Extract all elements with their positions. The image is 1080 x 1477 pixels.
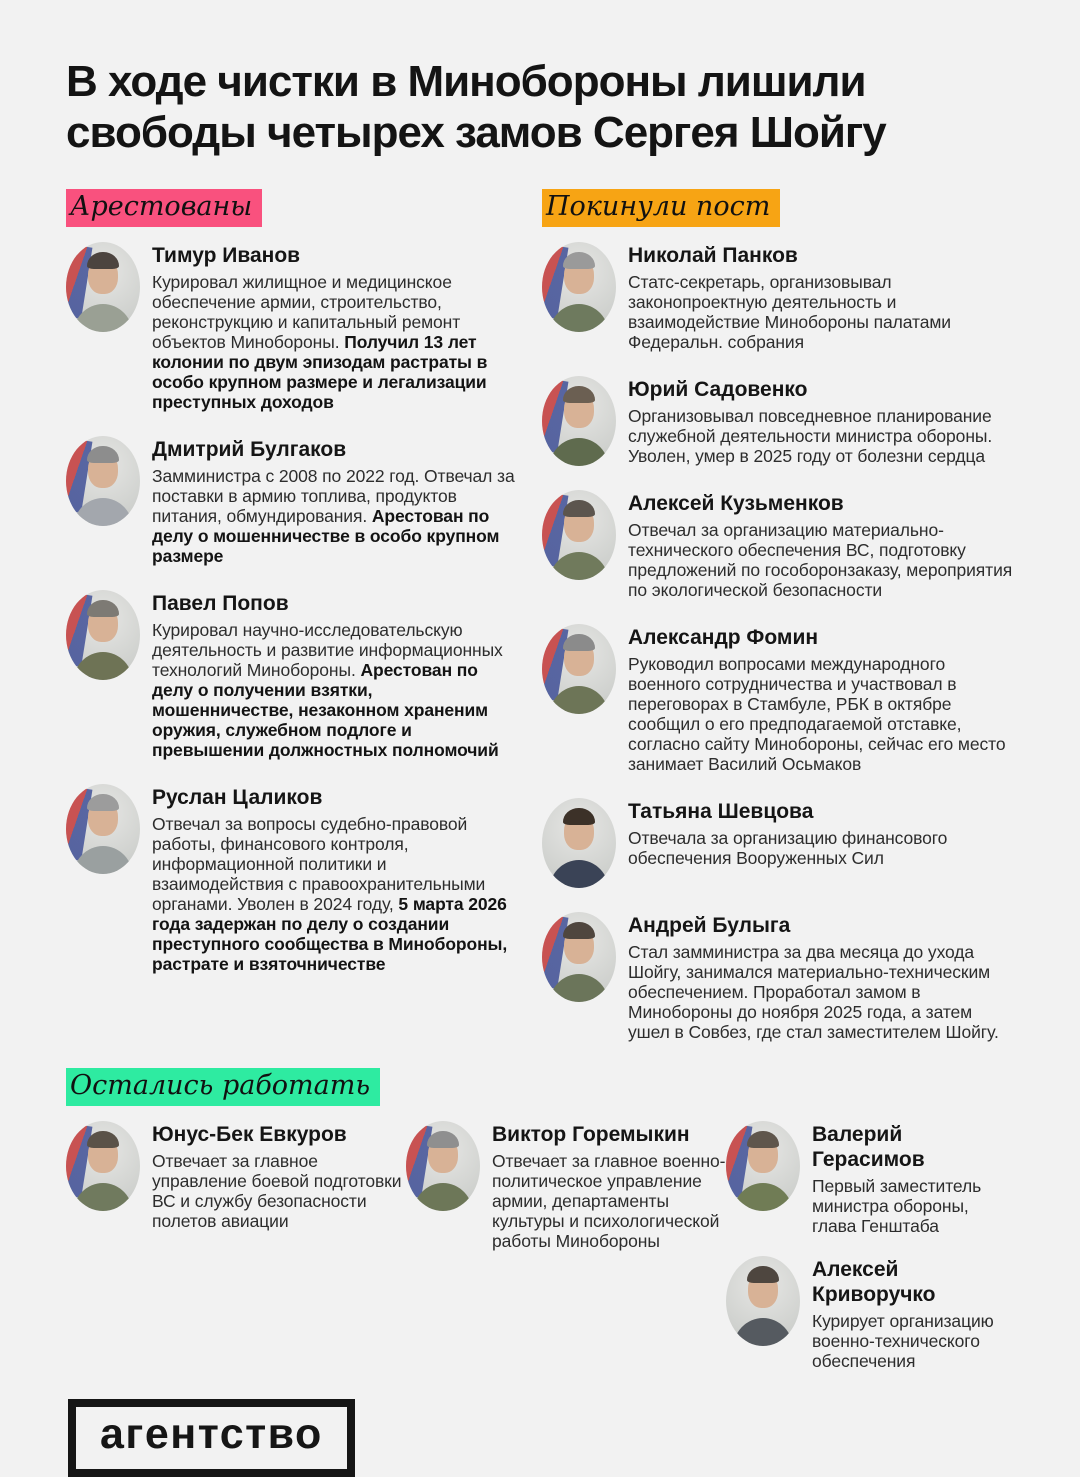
person-text <box>152 590 518 760</box>
person-text <box>812 1256 1016 1371</box>
torso-shape <box>549 860 609 888</box>
page-title: В ходе чистки в Минобороны лишили свободы четырех замов Сергея Шойгу <box>66 57 886 158</box>
portrait-andrey-bulyga-icon <box>542 912 616 1002</box>
person-name: Руслан Цаликов <box>152 785 323 809</box>
person-description <box>628 828 1016 868</box>
person-text <box>628 912 1016 1042</box>
section-header-still-working <box>66 1068 1016 1106</box>
hair-shape <box>563 386 595 403</box>
description-normal: Курировал жилищное и медицинское обеспечение армии, строительство, реконструкцию и капитальный ремонт объектов Минобороны. <box>152 271 461 352</box>
hair-shape <box>747 1131 779 1148</box>
torso-shape <box>733 1318 793 1346</box>
person-name: Виктор Горемыкин <box>492 1123 690 1147</box>
hair-shape <box>87 252 119 269</box>
person-name: Андрей Булыга <box>628 913 791 937</box>
person-card-yuriy-sadovenko <box>542 376 1016 466</box>
person-text <box>628 376 1016 466</box>
hair-shape <box>563 922 595 939</box>
person-description <box>628 520 1016 600</box>
section-header-arrested <box>66 189 518 227</box>
hair-shape <box>87 600 119 617</box>
description-normal: Отвечал за вопросы судебно-правовой работы, финансового контроля, информационной политики и взаимодействия с правоохранительными органами. Уволен в 2024 году, <box>152 813 486 914</box>
person-card-aleksey-krivoruchko <box>726 1256 1016 1371</box>
person-card-aleksandr-fomin <box>542 624 1016 774</box>
description-normal: Статс-секретарь, организовывал законопроектную деятельность и взаимодействие Минобороны палатами Федеральн. собрания <box>628 271 951 352</box>
person-card-yunus-bek-evkurov <box>66 1121 406 1231</box>
person-description <box>152 814 518 974</box>
person-card-timur-ivanov <box>66 242 518 412</box>
person-name: Валерий Герасимов <box>812 1123 925 1172</box>
portrait-aleksandr-fomin-icon <box>542 624 616 714</box>
description-normal: Курирует организацию военно-технического обеспечения <box>812 1311 994 1372</box>
person-text <box>628 242 1016 352</box>
hair-shape <box>427 1131 459 1148</box>
person-name: Тимур Иванов <box>152 243 301 267</box>
still-working-right-stack <box>726 1121 1016 1391</box>
portrait-viktor-goremykin-icon <box>406 1121 480 1211</box>
person-name: Павел Попов <box>152 591 289 615</box>
description-bold: Арестован по делу о мошенничестве в особо крупном размере <box>152 505 500 566</box>
person-description <box>628 272 1016 352</box>
section-header-left-post <box>542 189 1016 227</box>
description-normal: Отвечала за организацию финансового обеспечения Вооруженных Сил <box>628 827 948 868</box>
person-description <box>152 466 518 566</box>
person-text <box>628 624 1016 774</box>
portrait-pavel-popov-icon <box>66 590 140 680</box>
description-normal: Руководил вопросами международного военного сотрудничества и участвовал в переговорах в Стамбуле, РБК в октябре сообщил о его предподагаемой отставке, согласно сайту Минобороны, сейчас его место занимает Василий Осьмаков <box>628 653 1006 774</box>
person-card-viktor-goremykin <box>406 1121 726 1251</box>
person-card-nikolay-pankov <box>542 242 1016 352</box>
description-bold: 5 марта 2026 года задержан по делу о создании преступного сообщества в Минобороны, растрате и взяточничестве <box>152 893 508 974</box>
person-card-tatyana-shevtsova <box>542 798 1016 888</box>
column-left-post <box>542 189 1016 1066</box>
portrait-valeriy-gerasimov-icon <box>726 1121 800 1211</box>
person-card-aleksey-kuzmenkov <box>542 490 1016 600</box>
person-text <box>152 242 518 412</box>
column-arrested <box>66 189 518 998</box>
description-normal: Первый заместитель министра обороны, глава Генштаба <box>812 1176 982 1237</box>
person-name: Алексей Кузьменков <box>628 491 844 515</box>
section-still-working <box>66 1068 1016 1391</box>
person-description <box>628 654 1016 774</box>
person-card-valeriy-gerasimov <box>726 1121 1016 1236</box>
hair-shape <box>563 808 595 825</box>
hair-shape <box>87 794 119 811</box>
person-text <box>492 1121 726 1251</box>
person-text <box>152 436 518 566</box>
portrait-yuriy-sadovenko-icon <box>542 376 616 466</box>
person-card-pavel-popov <box>66 590 518 760</box>
person-description <box>628 406 1016 466</box>
person-text <box>152 784 518 974</box>
person-name: Татьяна Шевцова <box>628 799 814 823</box>
portrait-aleksey-krivoruchko-icon <box>726 1256 800 1346</box>
hair-shape <box>747 1266 779 1283</box>
section-label-arrested: Арестованы <box>66 189 262 227</box>
section-label-still-working: Остались работать <box>66 1068 380 1106</box>
portrait-nikolay-pankov-icon <box>542 242 616 332</box>
portrait-ruslan-tsalikov-icon <box>66 784 140 874</box>
person-description <box>812 1311 1016 1371</box>
person-name: Дмитрий Булгаков <box>152 437 347 461</box>
person-description <box>152 272 518 412</box>
description-normal: Отвечал за организацию материально-технического обеспечения ВС, подготовку предложений по гособоронзаказу, мероприятия по экологической безопасности <box>628 519 1013 600</box>
description-normal: Курировал научно-исследовательскую деятельность и развитие информационных технологий Минобороны. <box>152 619 503 680</box>
person-name: Алексей Криворучко <box>812 1258 936 1307</box>
person-description <box>812 1176 1016 1236</box>
portrait-yunus-bek-evkurov-icon <box>66 1121 140 1211</box>
description-normal: Организовывал повседневное планирование служебной деятельности министра обороны. Уволен, умер в 2025 году от болезни сердца <box>628 405 993 466</box>
person-text <box>152 1121 406 1231</box>
person-description <box>492 1151 726 1251</box>
person-description <box>152 620 518 760</box>
two-column-area <box>66 189 1016 1066</box>
hair-shape <box>87 446 119 463</box>
person-text <box>628 490 1016 600</box>
still-working-grid <box>66 1121 1016 1391</box>
description-bold: Получил 13 лет колонии по двум эпизодам растраты в особо крупном размере и легализации преступных доходов <box>152 331 488 412</box>
description-bold: Арестован по делу о получении взятки, мошенничестве, незаконном храненим оружия, служебном подлоге и превышении должностных полномочий <box>152 659 499 760</box>
person-text <box>628 798 1016 888</box>
portrait-timur-ivanov-icon <box>66 242 140 332</box>
description-normal: Стал замминистра за два месяца до ухода Шойгу, занимался материально-техническим обеспечением. Проработал замом в Минобороны до ноября 2025 года, а затем ушел в Совбез, где стал заместителем Шойгу. <box>628 941 999 1042</box>
person-card-ruslan-tsalikov <box>66 784 518 974</box>
hair-shape <box>563 500 595 517</box>
person-card-andrey-bulyga <box>542 912 1016 1042</box>
agentstvo-logo: агентство <box>68 1399 355 1477</box>
description-normal: Отвечает за главное управление боевой подготовки ВС и службу безопасности полетов авиации <box>152 1151 402 1232</box>
footer <box>66 1399 1016 1477</box>
person-card-dmitriy-bulgakov <box>66 436 518 566</box>
person-name: Александр Фомин <box>628 625 819 649</box>
portrait-tatyana-shevtsova-icon <box>542 798 616 888</box>
section-label-left-post: Покинули пост <box>542 189 780 227</box>
description-normal: Отвечает за главное военно-политическое управление армии, департаменты культуры и психологической работы Минобороны <box>492 1151 726 1252</box>
person-description <box>628 942 1016 1042</box>
portrait-aleksey-kuzmenkov-icon <box>542 490 616 580</box>
person-text <box>812 1121 1016 1236</box>
person-description <box>152 1151 406 1231</box>
portrait-dmitriy-bulgakov-icon <box>66 436 140 526</box>
hair-shape <box>563 634 595 651</box>
description-normal: Замминистра с 2008 по 2022 год. Отвечал за поставки в армию топлива, продуктов питания, обмундирования. <box>152 465 515 526</box>
person-name: Николай Панков <box>628 243 798 267</box>
hair-shape <box>87 1131 119 1148</box>
person-name: Юрий Садовенко <box>628 377 808 401</box>
hair-shape <box>563 252 595 269</box>
person-name: Юнус-Бек Евкуров <box>152 1123 347 1147</box>
